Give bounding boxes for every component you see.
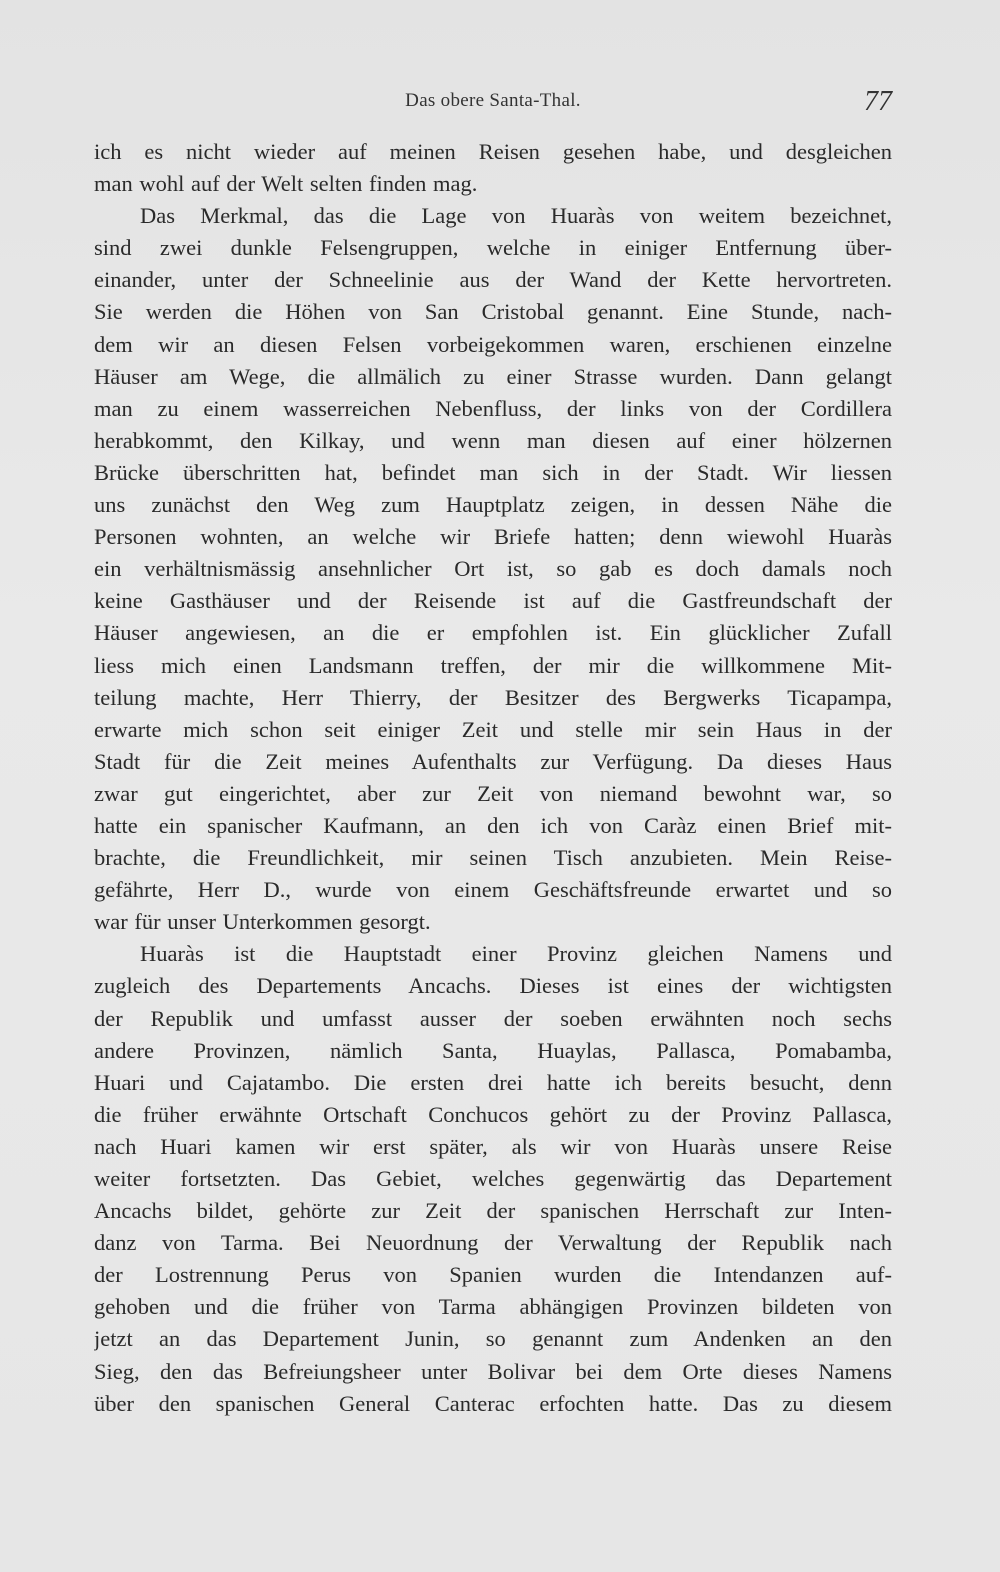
text-line: über den spanischen General Canterac erfochten hatte. Das zu diesem	[94, 1390, 892, 1416]
text-line: hatte ein spanischer Kaufmann, an den ich von Caràz einen Brief mit-	[94, 812, 892, 838]
body-text	[94, 136, 892, 1420]
text-line: ein verhältnismässig ansehnlicher Ort ist, so gab es doch damals noch	[94, 556, 892, 582]
text-line: man zu einem wasserreichen Nebenfluss, der links von der Cordillera	[94, 395, 892, 421]
running-title: Das obere Santa-Thal.	[405, 90, 581, 111]
text-line: einander, unter der Schneelinie aus der Wand der Kette hervortreten.	[94, 267, 892, 293]
text-line: teilung machte, Herr Thierry, der Besitzer des Bergwerks Ticapampa,	[94, 684, 892, 710]
text-line: nach Huari kamen wir erst später, als wir von Huaràs unsere Reise	[94, 1133, 892, 1159]
text-line: gefährte, Herr D., wurde von einem Geschäftsfreunde erwartet und so	[94, 877, 892, 903]
text-line: Sieg, den das Befreiungsheer unter Bolivar bei dem Orte dieses Namens	[94, 1358, 892, 1384]
text-line: Häuser angewiesen, an die er empfohlen ist. Ein glücklicher Zufall	[94, 620, 892, 646]
text-line: uns zunächst den Weg zum Hauptplatz zeigen, in dessen Nähe die	[94, 492, 892, 518]
text-line: herabkommt, den Kilkay, und wenn man diesen auf einer hölzernen	[94, 427, 892, 453]
text-line: war für unser Unterkommen gesorgt.	[94, 909, 431, 935]
text-line: weiter fortsetzten. Das Gebiet, welches gegenwärtig das Departement	[94, 1166, 892, 1191]
text-line: dem wir an diesen Felsen vorbeigekommen waren, erschienen einzelne	[94, 331, 892, 357]
text-line: jetzt an das Departement Junin, so genannt zum Andenken an den	[94, 1326, 892, 1352]
text-line: der Lostrennung Perus von Spanien wurden die Intendanzen auf-	[94, 1262, 892, 1288]
text-line: Huaràs ist die Hauptstadt einer Provinz gleichen Namens und	[140, 941, 892, 967]
text-line: die früher erwähnte Ortschaft Conchucos gehört zu der Provinz Pallasca,	[94, 1101, 892, 1127]
text-line: Personen wohnten, an welche wir Briefe hatten; denn wiewohl Huaràs	[94, 524, 892, 550]
text-line: gehoben und die früher von Tarma abhängigen Provinzen bildeten von	[94, 1294, 892, 1320]
text-line: liess mich einen Landsmann treffen, der mir die willkommene Mit-	[94, 652, 892, 678]
text-line: keine Gasthäuser und der Reisende ist auf die Gastfreundschaft der	[94, 588, 892, 614]
text-line: Das Merkmal, das die Lage von Huaràs von weitem bezeichnet,	[140, 203, 892, 229]
text-line: erwarte mich schon seit einiger Zeit und stelle mir sein Haus in der	[94, 716, 892, 742]
text-line: Ancachs bildet, gehörte zur Zeit der spanischen Herrschaft zur Inten-	[94, 1198, 892, 1224]
text-line: zugleich des Departements Ancachs. Dieses ist eines der wichtigsten	[94, 973, 892, 999]
text-line: Brücke überschritten hat, befindet man sich in der Stadt. Wir liessen	[94, 459, 892, 485]
text-line: zwar gut eingerichtet, aber zur Zeit von niemand bewohnt war, so	[94, 780, 892, 806]
text-line: ich es nicht wieder auf meinen Reisen gesehen habe, und desgleichen	[94, 139, 892, 164]
page-header	[94, 86, 892, 122]
text-line: sind zwei dunkle Felsengruppen, welche in einiger Entfernung über-	[94, 235, 892, 261]
text-line: der Republik und umfasst ausser der soeben erwähnten noch sechs	[94, 1005, 892, 1031]
text-line: brachte, die Freundlichkeit, mir seinen Tisch anzubieten. Mein Reise-	[94, 845, 892, 871]
text-line: andere Provinzen, nämlich Santa, Huaylas, Pallasca, Pomabamba,	[94, 1037, 892, 1063]
text-line: Huari und Cajatambo. Die ersten drei hatte ich bereits besucht, denn	[94, 1069, 892, 1095]
text-line: Stadt für die Zeit meines Aufenthalts zur Verfügung. Da dieses Haus	[94, 748, 892, 774]
text-line: Häuser am Wege, die allmälich zu einer Strasse wurden. Dann gelangt	[94, 363, 892, 389]
text-line: man wohl auf der Welt selten finden mag.	[94, 171, 478, 197]
text-line: Sie werden die Höhen von San Cristobal genannt. Eine Stunde, nach-	[94, 299, 892, 325]
page-number: 77	[864, 86, 892, 117]
text-line: danz von Tarma. Bei Neuordnung der Verwaltung der Republik nach	[94, 1230, 892, 1256]
